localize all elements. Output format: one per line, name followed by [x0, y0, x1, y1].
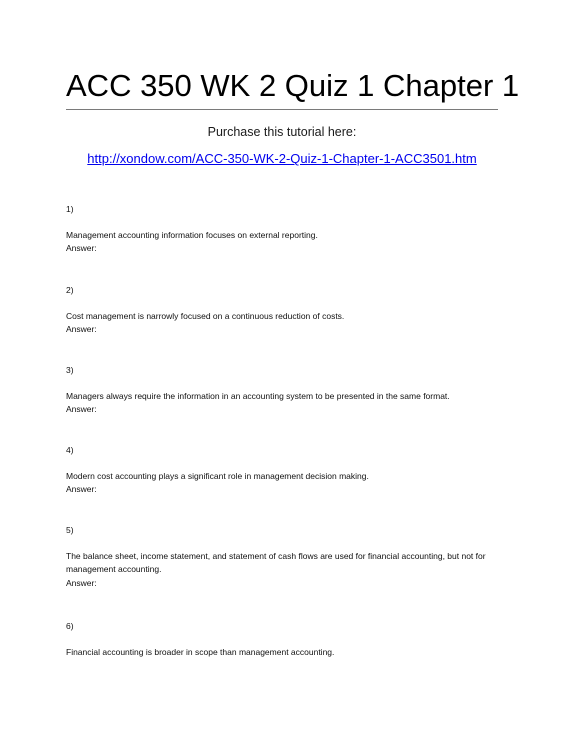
purchase-label: Purchase this tutorial here: — [207, 125, 357, 139]
question-number: 3) — [66, 365, 74, 375]
question-number: 2) — [66, 285, 74, 295]
answer-label: Answer: — [66, 577, 97, 588]
question-3 — [66, 364, 500, 417]
question-text: Cost management is narrowly focused on a continuous reduction of costs. — [66, 310, 345, 321]
question-number: 1) — [66, 204, 74, 214]
question-1 — [66, 203, 500, 256]
tutorial-link[interactable]: http://xondow.com/ACC-350-WK-2-Quiz-1-Chapter-1-ACC3501.htm — [87, 151, 477, 166]
question-text: Modern cost accounting plays a significant role in management decision making. — [66, 470, 369, 481]
answer-label: Answer: — [66, 484, 97, 494]
title-divider — [66, 109, 498, 110]
question-4 — [66, 444, 500, 497]
question-text: The balance sheet, income statement, and statement of cash flows are used for financial accounting, but not for management accounting. — [66, 550, 486, 574]
question-number: 4) — [66, 445, 74, 455]
page-title: ACC 350 WK 2 Quiz 1 Chapter 1 — [66, 68, 520, 103]
question-5 — [66, 524, 500, 590]
question-text: Management accounting information focuses on external reporting. — [66, 229, 318, 240]
question-number: 6) — [66, 621, 74, 631]
question-text: Managers always require the information in an accounting system to be presented in the same format. — [66, 390, 450, 401]
question-2 — [66, 284, 500, 337]
question-number: 5) — [66, 525, 74, 535]
question-text: Financial accounting is broader in scope than management accounting. — [66, 646, 335, 657]
answer-label: Answer: — [66, 404, 97, 414]
answer-label: Answer: — [66, 243, 97, 253]
answer-label: Answer: — [66, 324, 97, 334]
question-6 — [66, 620, 500, 659]
